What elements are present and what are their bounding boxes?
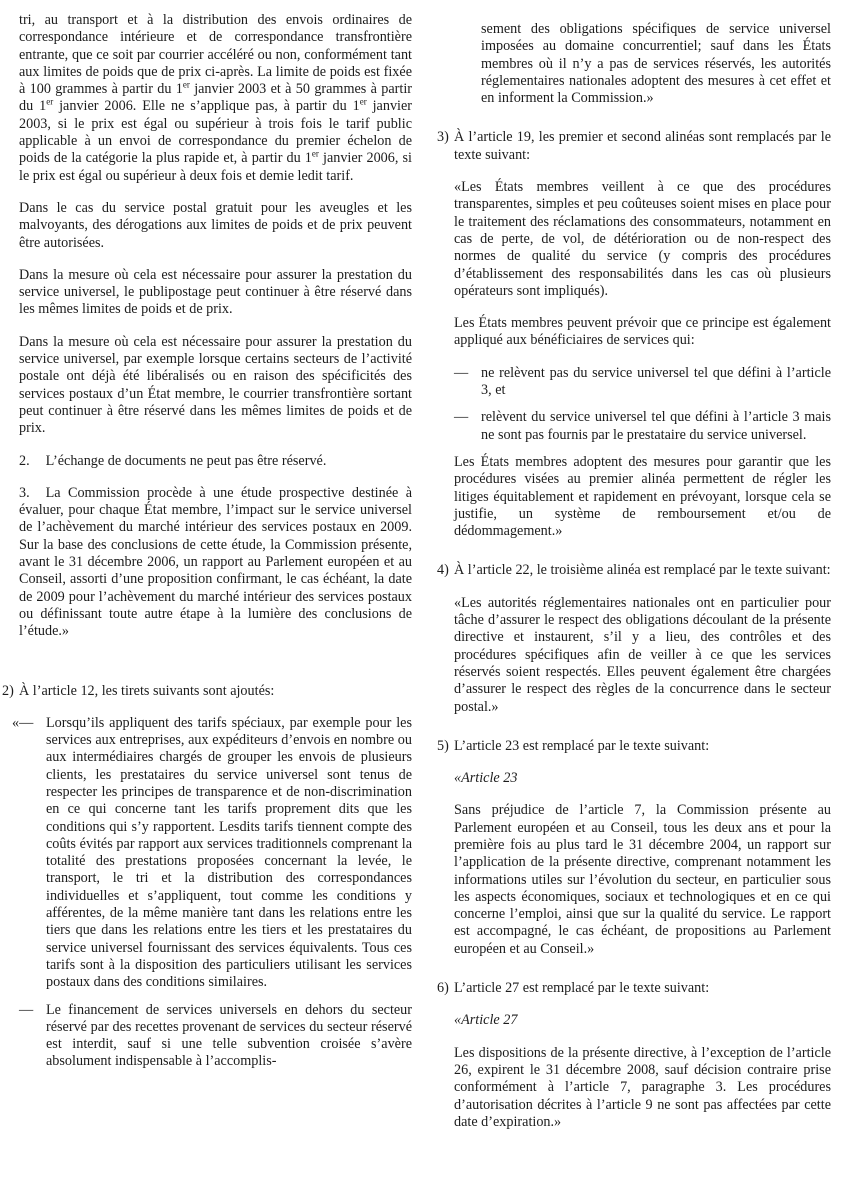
- dash-item-text: relèvent du service universel tel que défini à l’article 3 mais ne sont pas fournis par le prestataire du service universel.: [481, 409, 831, 443]
- dash-item-text: ne relèvent pas du service universel tel que défini à l’article 3, et: [481, 364, 831, 399]
- paragraph: Les dispositions de la présente directive, à l’exception de l’article 26, expirent le 31 décembre 2008, sauf décision contraire prise conformément à l’article 7, paragraphe 3. Les procédures d’autorisation décrites à l’article 9 ne sont pas affectées par cette date d’expiration.»: [454, 1044, 831, 1130]
- list-item-body: [437, 562, 831, 715]
- dash-item: [19, 1002, 412, 1071]
- paragraph: Sans préjudice de l’article 7, la Commission présente au Parlement européen et au Conseil, tous les deux ans et pour la première fois au plus tard le 31 décembre 2004, un rapport sur l’application de la présente directive, comprenant notamment les informations utiles sur l’évolution du secteur, en particulier sous les aspects économiques, sociaux et technologiques et en ce qui concerne l’emploi, ainsi que sur la qualité du service. Le rapport est accompagné, le cas échéant, de propositions au Parlement européen et au Conseil.»: [454, 802, 831, 957]
- list-item: [2, 683, 412, 1071]
- column-left: [2, 12, 412, 1146]
- paragraph: Les États membres peuvent prévoir que ce principe est également appliqué aux bénéficiaires de services qui:: [454, 315, 831, 349]
- paragraph: À l’article 19, les premier et second alinéas sont remplacés par le texte suivant:: [454, 129, 831, 163]
- list-item-number: 6): [437, 980, 449, 997]
- paragraph: 2. L’échange de documents ne peut pas être réservé.: [19, 452, 327, 469]
- dash-item-text: Lorsqu’ils appliquent des tarifs spéciaux, par exemple pour les services aux entreprises, aux expéditeurs d’envois en nombre ou aux intermédiaires chargés de grouper les envois de plusieurs clients, les prestataires du service universel sont tenus de respecter les principes de transparence et de non-discrimination en ce qui concerne tant les tarifs proprement dits que les conditions qui s’y rapportent. Lesdits tarifs tiennent compte des coûts évités par rapport aux services traditionnels comprenant la totalité des prestations proposées concernant la levée, le transport, le tri et la distribution des correspondances individuelles et s’appliquent, tout comme les conditions y afférentes, de la même manière tant dans les relations entre les tiers que dans les relations entre les tiers et les prestataires du service universel fournissant des services équivalents. Tous ces tarifs sont à la disposition des particuliers utilisant les services postaux dans des conditions similaires.: [46, 714, 412, 991]
- dash-item: [454, 365, 831, 400]
- dash-item-text: Le financement de services universels en dehors du secteur réservé par des recettes provenant de services du secteur réservé est interdit, sauf si une telle subvention croisée s’avère absolument indispensable à l’accomplis-: [46, 1001, 412, 1070]
- two-column-layout: [2, 12, 831, 1146]
- paragraph: Dans la mesure où cela est nécessaire pour assurer la prestation du service universel, par exemple lorsque certains secteurs de l’activité postale ont déjà été libéralisés ou en raison des spécificités des services postaux d’un État membre, le courrier transfrontière sortant peut continuer à être réservé dans les mêmes limites de poids et de prix.: [19, 333, 412, 437]
- paragraph: Dans le cas du service postal gratuit pour les aveugles et les malvoyants, des dérogations aux limites de poids et de prix peuvent être autorisées.: [19, 199, 412, 251]
- ordinal-superscript: er: [46, 96, 54, 107]
- list-item-body: [437, 980, 831, 1131]
- paragraph: Les États membres adoptent des mesures pour garantir que les procédures visées au premier alinéa permettent de régler les litiges équitablement et rapidement en prévoyant, lorsque cela se justifie, un système de remboursement et/ou de dédommagement.»: [454, 453, 831, 540]
- dash-marker: —: [454, 409, 469, 426]
- paragraph-number: 2.: [19, 452, 30, 469]
- paragraph: À l’article 12, les tirets suivants sont ajoutés:: [19, 682, 275, 699]
- list-item: [437, 21, 831, 107]
- article-heading: «Article 27: [454, 1012, 518, 1029]
- list-item-number: 4): [437, 562, 449, 579]
- paragraph: «Les États membres veillent à ce que des procédures transparentes, simples et peu coûteuses soient mises en place pour le traitement des réclamations des consommateurs, notamment en cas de perte, de vol, de détérioration ou de non-respect des normes de qualité du service (y compris des procédures d’établissement des responsabilités dans les cas où plusieurs opérateurs sont impliqués).: [454, 179, 831, 299]
- ordinal-superscript: er: [359, 96, 367, 107]
- column-right: [437, 12, 831, 1146]
- paragraph-continuation: sement des obligations spécifiques de service universel imposées au domaine concurrentiel; sauf dans les États membres où il n’y a pas de services réservés, les autorités réglementaires nationales adoptent des mesures à cet effet et en informent la Commission.»: [481, 21, 831, 107]
- list-item: [437, 562, 831, 715]
- paragraph: 3. La Commission procède à une étude prospective destinée à évaluer, pour chaque État membre, l’impact sur le service universel de l’achèvement du marché intérieur des services postaux en 2009. Sur la base des conclusions de cette étude, la Commission présente, avant le 31 décembre 2006, un rapport au Parlement européen et au Conseil, assorti d’une proposition confirmant, le cas échéant, la date de 2009 pour l’achèvement du marché intérieur des services postaux ou définissant toute autre étape à la lumière des conclusions de l’étude.»: [19, 484, 412, 640]
- dash-marker: «—: [12, 714, 34, 731]
- paragraph-number: 3.: [19, 484, 30, 501]
- list-item-body: [437, 21, 831, 107]
- paragraph: L’article 23 est remplacé par le texte suivant:: [454, 737, 710, 754]
- paragraph: tri, au transport et à la distribution des envois ordinaires de correspondance intérieure et de correspondance transfrontière entrante, que ce soit par courrier accéléré ou non, conformément tant aux limites de poids que de prix ci-après. La limite de poids est fixée à 100 grammes à partir du 1er janvier 2003 et à 50 grammes à partir du 1er janvier 2006. Elle ne s’applique pas, à partir du 1er janvier 2003, si le prix est égal ou supérieur à trois fois le tarif public applicable à un envoi de correspondance du premier échelon de poids de la catégorie la plus rapide et, à partir du 1er janvier 2006, si le prix est égal ou supérieur à deux fois et demie ledit tarif.: [19, 12, 413, 184]
- paragraph: Dans la mesure où cela est nécessaire pour assurer la prestation du service universel, le publipostage peut continuer à être réservé dans les mêmes limites de poids et de prix.: [19, 266, 412, 318]
- dash-item: [454, 409, 831, 444]
- paragraph: «Les autorités réglementaires nationales ont en particulier pour tâche d’assurer le respect des obligations découlant de la présente directive et instaurent, s’il y a lieu, des contrôles et des procédures spécifiques afin de veiller à ce que les services réservés soient respectés. Elles peuvent également être chargées d’assurer le respect des règles de la concurrence dans le secteur postal.»: [454, 594, 831, 715]
- list-item: [437, 738, 831, 958]
- list-item-body: [437, 738, 831, 958]
- ordinal-superscript: er: [311, 148, 319, 159]
- dash-marker: —: [454, 364, 469, 381]
- list-item-number: 5): [437, 737, 449, 754]
- list-item: [437, 980, 831, 1131]
- paragraph: À l’article 22, le troisième alinéa est remplacé par le texte suivant:: [454, 562, 831, 579]
- list-item-body: [437, 129, 831, 540]
- list-item-number: 3): [437, 129, 449, 146]
- list-item-body: [2, 683, 412, 1071]
- paragraph: L’article 27 est remplacé par le texte suivant:: [454, 980, 710, 997]
- dash-item: [12, 714, 412, 992]
- list-item: [437, 129, 831, 540]
- article-heading: «Article 23: [454, 770, 518, 787]
- ordinal-superscript: er: [182, 79, 190, 90]
- list-item-number: 2): [2, 682, 14, 699]
- dash-marker: —: [19, 1001, 34, 1018]
